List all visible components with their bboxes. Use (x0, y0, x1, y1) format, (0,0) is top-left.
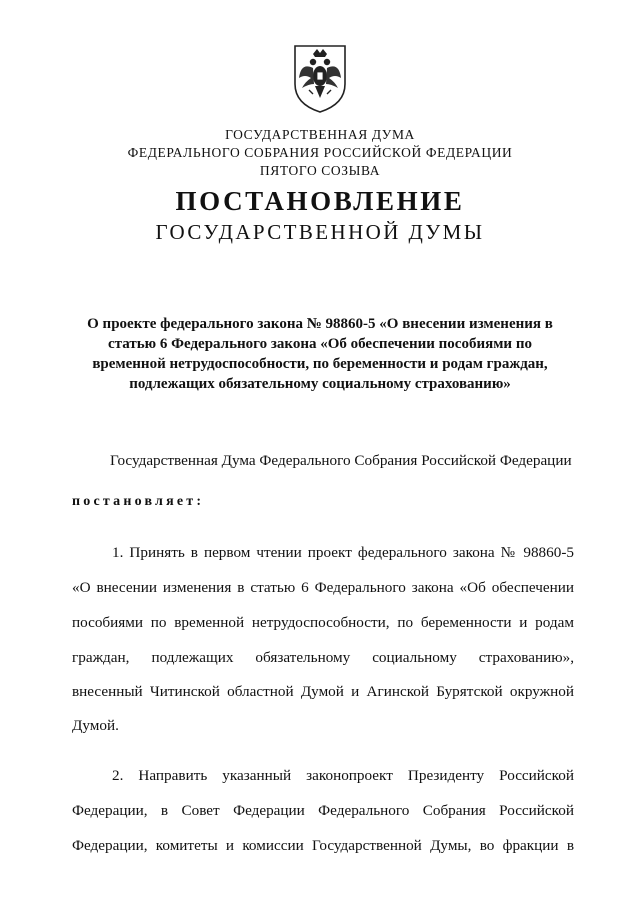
coat-of-arms-emblem-icon (291, 40, 349, 114)
item1-line: внесенный Читинской областной Думой и Агинской Бурятской окружной (72, 683, 574, 700)
header-line-1: ГОСУДАРСТВЕННАЯ ДУМА (225, 127, 415, 142)
item1-line: граждан, подлежащих обязательному социальному страхованию», (72, 649, 574, 666)
subject-heading (70, 314, 570, 394)
header-line-2: ФЕДЕРАЛЬНОГО СОБРАНИЯ РОССИЙСКОЙ ФЕДЕРАЦИИ (127, 145, 513, 160)
item2-line: Федерации, в Совет Федерации Федерального Собрания Российской (72, 802, 574, 819)
issuer-header (0, 126, 640, 180)
item2-line: Федерации, комитеты и комиссии Государственной Думы, во фракции в (72, 837, 574, 854)
item2-line: 2. Направить указанный законопроект Президенту Российской (112, 767, 574, 784)
item1-line: 1. Принять в первом чтении проект федерального закона № 98860-5 (112, 544, 574, 561)
subject-line: О проекте федерального закона № 98860-5 «О внесении изменения в (87, 316, 553, 332)
preamble-line: Государственная Дума Федерального Собрания Российской Федерации (110, 452, 572, 469)
subject-line: подлежащих обязательному социальному страхованию» (129, 376, 511, 392)
header-line-3: ПЯТОГО СОЗЫВА (259, 163, 381, 178)
item1-line: Думой. (72, 717, 119, 734)
item1-line: «О внесении изменения в статью 6 Федерального закона «Об обеспечении (72, 579, 574, 596)
document-title: ПОСТАНОВЛЕНИЕ (175, 186, 465, 216)
item1-line: пособиями по временной нетрудоспособности, по беременности и родам (72, 614, 574, 631)
document-subtitle: ГОСУДАРСТВЕННОЙ ДУМЫ (155, 220, 485, 244)
subject-line: временной нетрудоспособности, по беременности и родам граждан, (92, 356, 548, 372)
subject-line: статью 6 Федерального закона «Об обеспечении пособиями по (108, 336, 532, 352)
decree-word: постановляет: (72, 494, 205, 509)
